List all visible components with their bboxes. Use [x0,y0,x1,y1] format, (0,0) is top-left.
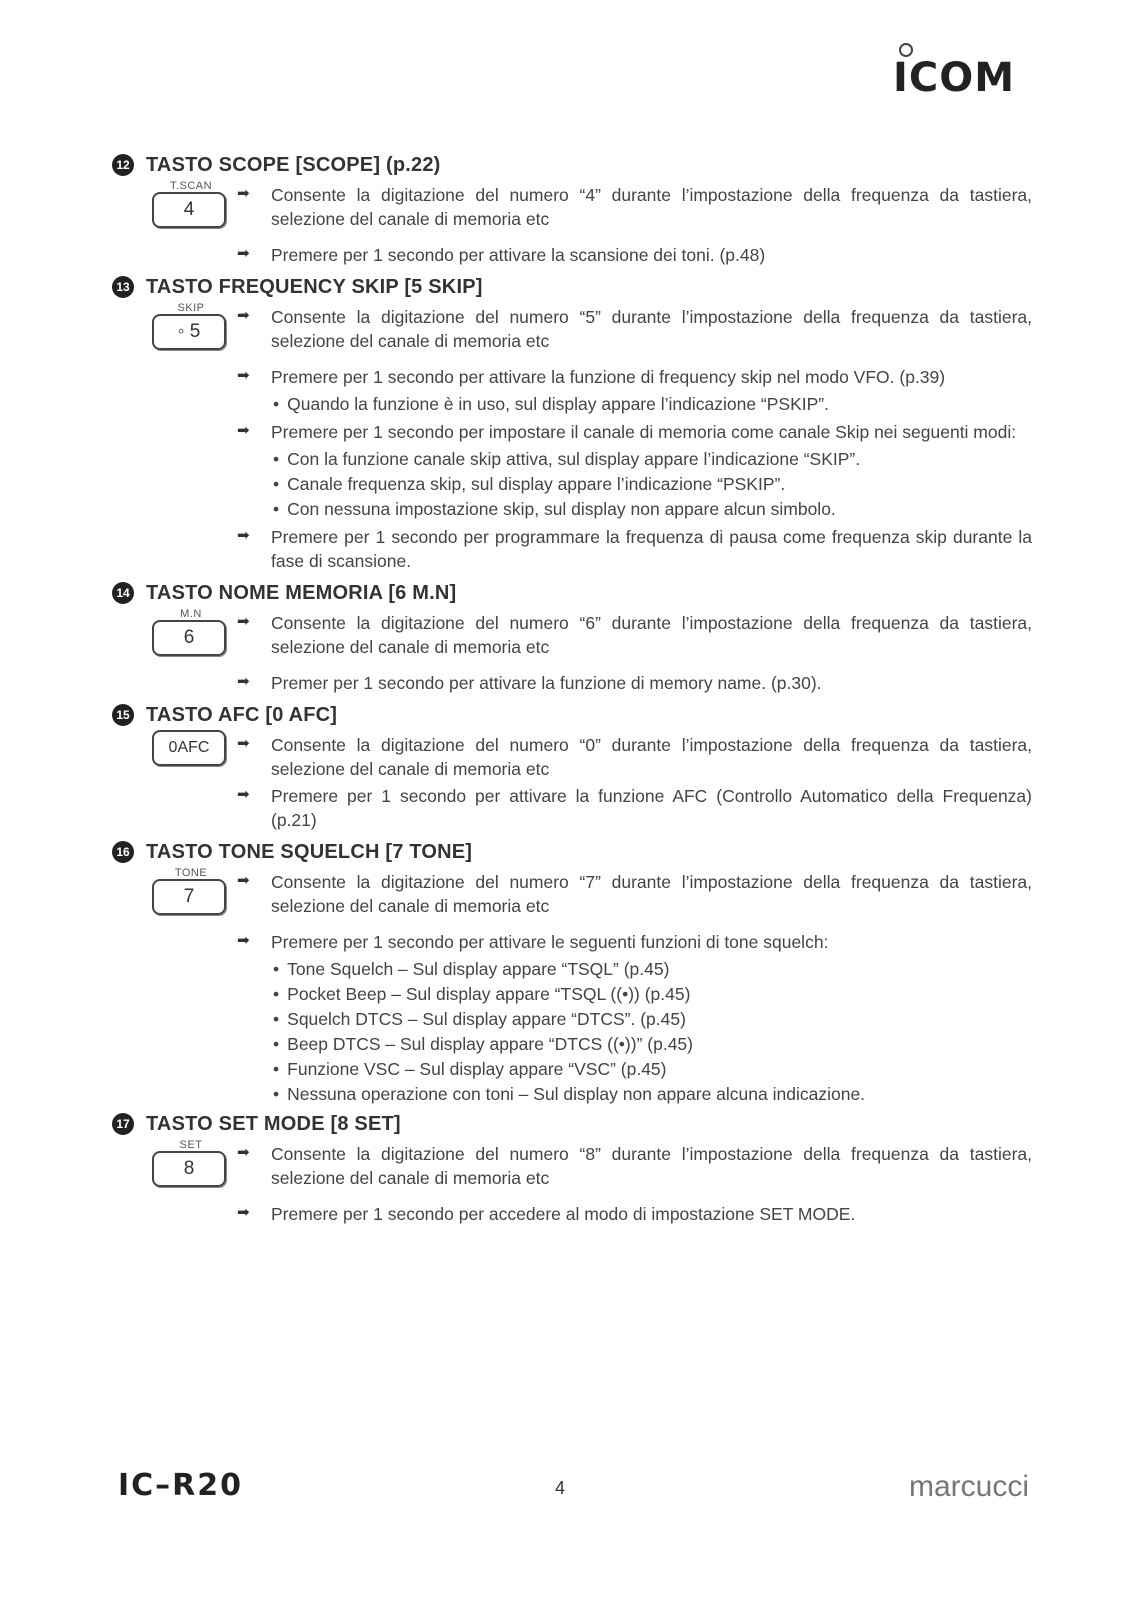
item-text: Consente la digitazione del numero “0” durante l’impostazione della frequenza da tastiera, selezione del canale di memoria etc [271,735,1032,779]
list-item: • Nessuna operazione con toni – Sul display non appare alcuna indicazione. [273,1082,1032,1107]
section-title: TASTO FREQUENCY SKIP [5 SKIP] [146,275,483,298]
key-4-icon: 4 [152,192,226,228]
item-text: Consente la digitazione del numero “4” durante l’impostazione della frequenza da tastiera, selezione del canale di memoria etc [271,185,1032,229]
arrow-icon: ➡ [237,307,250,324]
section-number-badge: 12 [112,154,134,176]
list-item: • Pocket Beep – Sul display appare “TSQL ((•)) (p.45) [273,982,1032,1007]
page-content [112,150,1032,1231]
item-text: Premere per 1 secondo per attivare la funzione AFC (Controllo Automatico della Frequenza) (p.21) [271,786,1032,830]
section-number-badge: 14 [112,582,134,604]
section-number-badge: 15 [112,704,134,726]
key-6-icon: 6 [152,620,226,656]
item-text: Premere per 1 secondo per attivare la funzione di frequency skip nel modo VFO. (p.39) [271,367,946,387]
section-scope [112,150,1032,270]
item-text: Consente la digitazione del numero “5” durante l’impostazione della frequenza da tastiera, selezione del canale di memoria etc [271,307,1032,351]
key-label: M.N [180,608,202,620]
list-item: • Quando la funzione è in uso, sul display appare l’indicazione “PSKIP”. [273,392,1032,417]
item-text: Consente la digitazione del numero “7” durante l’impostazione della frequenza da tastiera, selezione del canale di memoria etc [271,872,1032,916]
logo-ring-icon [899,43,913,57]
item-text: Premer per 1 secondo per attivare la funzione di memory name. (p.30). [271,673,822,693]
item-text: Consente la digitazione del numero “8” durante l’impostazione della frequenza da tastiera, selezione del canale di memoria etc [271,1144,1032,1188]
list-item: • Con nessuna impostazione skip, sul display non appare alcun simbolo. [273,497,1032,522]
section-title: TASTO TONE SQUELCH [7 TONE] [146,840,473,863]
arrow-icon: ➡ [237,1204,250,1221]
arrow-icon: ➡ [237,613,250,630]
list-item: • Squelch DTCS – Sul display appare “DTCS”. (p.45) [273,1007,1032,1032]
brand-logo: marcucci [908,1470,1029,1503]
icom-logo [893,55,1015,101]
section-tone-squelch [112,837,1032,1107]
section-number-badge: 17 [112,1113,134,1135]
list-item: • Canale frequenza skip, sul display appare l’indicazione “PSKIP”. [273,472,1032,497]
list-item: • Beep DTCS – Sul display appare “DTCS ((•))” (p.45) [273,1032,1032,1057]
model-name: IC–R20 [118,1468,244,1503]
arrow-icon: ➡ [237,527,250,544]
section-title: TASTO SET MODE [8 SET] [146,1112,401,1135]
arrow-icon: ➡ [237,872,250,889]
list-item: • Con la funzione canale skip attiva, sul display appare l’indicazione “SKIP”. [273,447,1032,472]
item-text: Consente la digitazione del numero “6” durante l’impostazione della frequenza da tastiera, selezione del canale di memoria etc [271,613,1032,657]
section-title: TASTO SCOPE [SCOPE] (p.22) [146,153,441,176]
bullet-list [273,447,1032,522]
bullet-list [273,957,1032,1107]
arrow-icon: ➡ [237,786,250,803]
section-title: TASTO AFC [0 AFC] [146,703,338,726]
arrow-icon: ➡ [237,735,250,752]
key-7-icon: 7 [152,879,226,915]
arrow-icon: ➡ [237,1144,250,1161]
section-title: TASTO NOME MEMORIA [6 M.N] [146,581,457,604]
item-text: Premere per 1 secondo per programmare la frequenza di pausa come frequenza skip durante la fase di scansione. [271,527,1032,571]
arrow-icon: ➡ [237,673,250,690]
item-text: Premere per 1 secondo per accedere al modo di impostazione SET MODE. [271,1204,856,1224]
key-label: TONE [174,867,208,879]
section-frequency-skip [112,272,1032,576]
section-afc [112,700,1032,835]
section-number-badge: 16 [112,841,134,863]
arrow-icon: ➡ [237,245,250,262]
bullet-list [273,392,1032,417]
arrow-icon: ➡ [237,185,250,202]
key-8-icon: 8 [152,1151,226,1187]
key-label: T.SCAN [169,180,213,192]
key-5-icon: ◦ 5 [152,314,226,350]
section-number-badge: 13 [112,276,134,298]
list-item: • Tone Squelch – Sul display appare “TSQL” (p.45) [273,957,1032,982]
section-memory-name [112,578,1032,698]
arrow-icon: ➡ [237,932,250,949]
key-label: SET [179,1139,203,1151]
page-number: 4 [555,1478,566,1498]
item-text: Premere per 1 secondo per attivare la scansione dei toni. (p.48) [271,245,766,265]
key-label: SKIP [177,302,205,314]
item-text: Premere per 1 secondo per attivare le seguenti funzioni di tone squelch: [271,932,829,952]
list-item: • Funzione VSC – Sul display appare “VSC” (p.45) [273,1057,1032,1082]
key-0-icon: 0AFC [152,730,226,766]
arrow-icon: ➡ [237,422,250,439]
arrow-icon: ➡ [237,367,250,384]
section-set-mode [112,1109,1032,1229]
logo-text: ICOM [892,55,1015,101]
item-text: Premere per 1 secondo per impostare il canale di memoria come canale Skip nei seguenti modi: [271,422,1017,442]
